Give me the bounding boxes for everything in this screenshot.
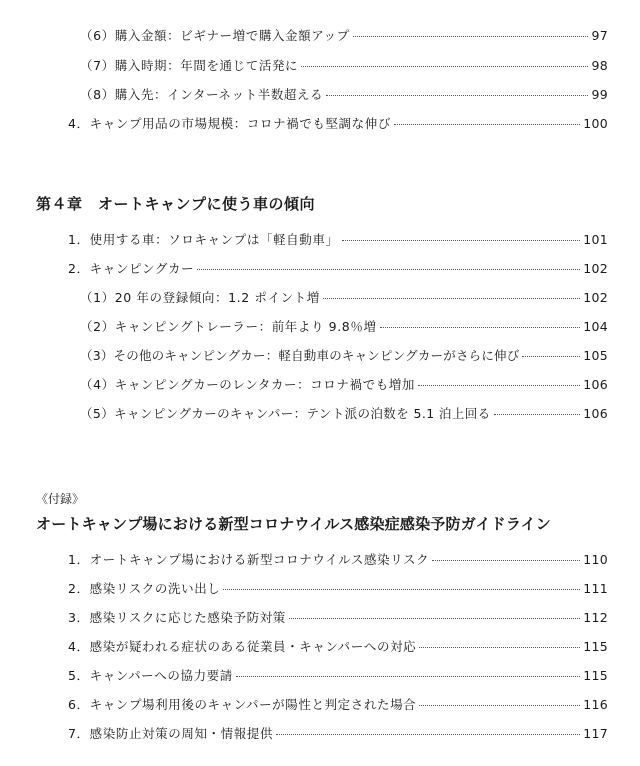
toc-entry xyxy=(80,377,608,393)
dot-leader xyxy=(323,298,580,299)
dot-leader xyxy=(276,734,580,735)
dot-leader xyxy=(223,589,580,590)
dot-leader xyxy=(197,269,580,270)
dot-leader xyxy=(289,618,580,619)
toc-entry xyxy=(80,87,608,103)
dot-leader xyxy=(419,647,580,648)
toc-entry xyxy=(80,58,608,74)
toc-entry-page: 106 xyxy=(583,377,608,392)
toc-entry-page: 106 xyxy=(583,406,608,421)
toc-entry xyxy=(68,697,608,713)
toc-entry-page: 111 xyxy=(583,581,608,596)
dot-leader xyxy=(380,327,581,328)
dot-leader xyxy=(236,676,580,677)
dot-leader xyxy=(432,560,580,561)
toc-entry-label: 3．感染リスクに応じた感染予防対策 xyxy=(68,610,286,625)
toc-entry xyxy=(68,552,608,568)
toc-entry-label: 5．キャンパーへの協力要請 xyxy=(68,668,233,683)
appendix-heading: オートキャンプ場における新型コロナウイルス感染症感染予防ガイドライン xyxy=(36,515,552,533)
toc-entry-page: 102 xyxy=(583,290,608,305)
toc-entry-page: 102 xyxy=(583,261,608,276)
toc-entry xyxy=(80,28,608,44)
dot-leader xyxy=(418,385,580,386)
dot-leader xyxy=(342,240,581,241)
dot-leader xyxy=(419,705,580,706)
toc-entry-label: 2．感染リスクの洗い出し xyxy=(68,581,221,596)
toc-entry xyxy=(80,290,608,306)
toc-entry-page: 101 xyxy=(583,232,608,247)
dot-leader xyxy=(301,66,588,67)
toc-entry-label: （7）購入時期：年間を通じて活発に xyxy=(80,58,299,73)
toc-entry xyxy=(68,639,608,655)
toc-entry-page: 97 xyxy=(591,28,608,43)
dot-leader xyxy=(326,95,588,96)
toc-entry xyxy=(80,319,608,335)
toc-entry-label: 6．キャンプ場利用後のキャンパーが陽性と判定された場合 xyxy=(68,697,417,712)
toc-entry-label: （3）その他のキャンピングカー：軽自動車のキャンピングカーがさらに伸び xyxy=(80,348,520,363)
toc-entry-page: 116 xyxy=(583,697,608,712)
toc-entry-label: 4．キャンプ用品の市場規模：コロナ禍でも堅調な伸び xyxy=(68,116,391,131)
toc-entry xyxy=(68,581,608,597)
toc-entry-label: 2．キャンピングカー xyxy=(68,261,195,276)
toc-entry-page: 104 xyxy=(583,319,608,334)
toc-entry-page: 100 xyxy=(583,116,608,131)
dot-leader xyxy=(522,356,580,357)
toc-entry-page: 117 xyxy=(583,726,608,741)
toc-entry-label: （6）購入金額：ビギナー増で購入金額アップ xyxy=(80,28,350,43)
toc-entry-page: 115 xyxy=(583,668,608,683)
toc-entry-page: 110 xyxy=(583,552,608,567)
chapter-heading: 第４章 オートキャンプに使う車の傾向 xyxy=(36,195,316,213)
toc-entry-label: （5）キャンピングカーのキャンパー：テント派の泊数を 5.1 泊上回る xyxy=(80,406,491,421)
toc-entry-page: 105 xyxy=(583,348,608,363)
dot-leader xyxy=(394,124,580,125)
toc-entry xyxy=(68,610,608,626)
toc-entry-page: 115 xyxy=(583,639,608,654)
toc-entry xyxy=(80,348,608,364)
toc-entry-label: （4）キャンピングカーのレンタカー：コロナ禍でも増加 xyxy=(80,377,415,392)
toc-entry-label: （8）購入先：インターネット半数超える xyxy=(80,87,324,102)
toc-entry xyxy=(68,232,608,248)
toc-entry-label: 1．オートキャンプ場における新型コロナウイルス感染リスク xyxy=(68,552,430,567)
toc-entry-page: 112 xyxy=(583,610,608,625)
toc-entry xyxy=(68,116,608,132)
dot-leader xyxy=(353,36,589,37)
toc-entry xyxy=(68,668,608,684)
toc-entry xyxy=(80,406,608,422)
toc-entry-page: 99 xyxy=(591,87,608,102)
toc-entry-label: 1．使用する車：ソロキャンプは「軽自動車」 xyxy=(68,232,339,247)
toc-entry-label: 4．感染が疑われる症状のある従業員・キャンパーへの対応 xyxy=(68,639,417,654)
toc-entry-label: 7．感染防止対策の周知・情報提供 xyxy=(68,726,274,741)
toc-entry-page: 98 xyxy=(591,58,608,73)
toc-entry-label: （2）キャンピングトレーラー：前年より 9.8％増 xyxy=(80,319,377,334)
toc-entry-label: （1）20 年の登録傾向：1.2 ポイント増 xyxy=(80,290,320,305)
toc-entry xyxy=(68,726,608,742)
dot-leader xyxy=(494,414,581,415)
appendix-note: 《付録》 xyxy=(36,492,85,506)
toc-entry xyxy=(68,261,608,277)
